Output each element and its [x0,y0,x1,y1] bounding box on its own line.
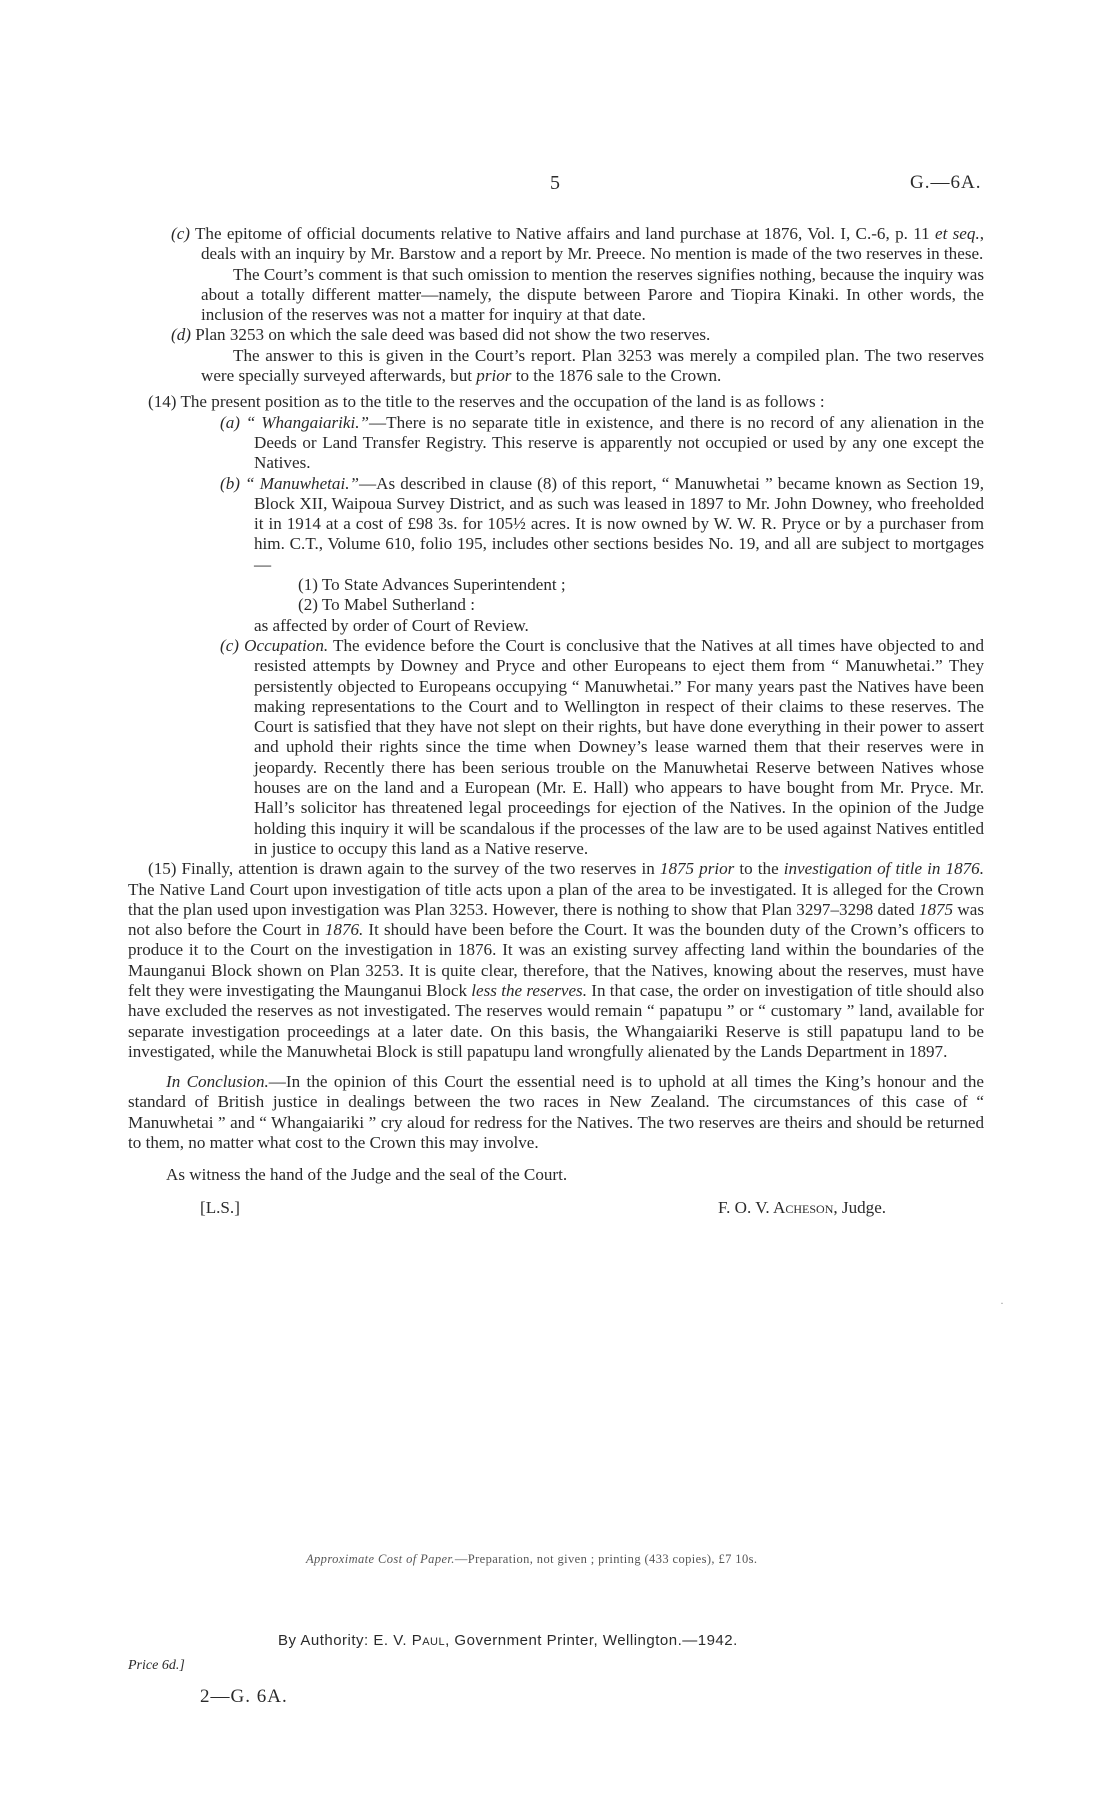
witness-line: As witness the hand of the Judge and the seal of the Court. [166,1165,568,1185]
paragraph-15 [128,859,984,1062]
authority-a: By Authority: E. V. [278,1632,412,1649]
para-14c-text: The evidence before the Court is conclusive that the Natives at all times have objected to and resisted attempts by Downey and Pryce and other Europeans to eject them from “ Manuwhetai.” They persistently objected to Europeans occupying “ Manuwhetai.” For many years past the Natives have been making representations to the Court and to Wellington in respect of their claims to these reserves. The Court is satisfied that they have not slept on their rights, but have done everything in their power to assert and uphold their rights since the time when Downey’s lease warned them that their reserves were in jeopardy. Recently there has been serious trouble on the Manuwhetai Reserve between Natives whose houses are on the land and a European (Mr. E. Hall) who appears to have bought from Mr. Pryce. Mr. Hall’s solicitor has threatened legal proceedings for ejection of the Natives. In the opinion of the Judge holding this inquiry it will be scandalous if the processes of the law are to be used against Natives entitled in justice to occupy this land as a Native reserve. [254,635,984,858]
mortgage-item-2: (2) To Mabel Sutherland : [298,595,475,615]
p15-t1: (15) Finally, attention is drawn again to the survey of the two reserves in [148,859,660,879]
authority-b: , Government Printer, Wellington.—1942. [445,1632,738,1649]
occupation-heading: Occupation. [244,635,329,655]
cost-label: Approximate Cost of Paper. [306,1552,455,1566]
p15-i2: investigation of title in 1876. [783,859,985,879]
label-d: (d) [171,325,191,345]
para-d-text: Plan 3253 on which the sale deed was based did not show the two reserves. [190,325,711,345]
report-body [128,224,984,1222]
cost-of-paper [306,1552,757,1567]
label-14c: (c) [220,635,239,655]
paragraph-c [128,224,984,265]
margin-mark: · [1000,1296,1004,1310]
judge-name: F. O. V. Acheson [718,1197,834,1217]
price: Price 6d.] [128,1658,185,1673]
para-c-text-a: The epitome of official documents relative to Native affairs and land purchase at 1876, Vol. I, C.-6, p. 11 [189,224,935,243]
whangaiariki-heading: “ Whangaiariki.” [245,412,370,432]
mortgage-item-1: (1) To State Advances Superintendent ; [298,575,566,595]
p15-i5: less the reserves. [471,980,587,1000]
as-affected-line: as affected by order of Court of Review. [254,615,529,635]
p15-t3: The Native Land Court upon investigation of title acts upon a plan of the area to be investigated. It is alleged for the Crown that the plan used upon investigation was Plan 3253. However, there is nothing to show that Plan 3297–3298 dated [128,879,984,919]
manuwhetai-heading: “ Manuwhetai.” [245,473,359,493]
label-14a: (a) [220,412,240,432]
cost-text: —Preparation, not given ; printing (433 copies), £7 10s. [454,1552,758,1566]
label-c: (c) [171,224,190,243]
paragraph-14c [128,636,984,859]
paragraph-14b [128,474,984,575]
judge-title: , Judge. [833,1197,887,1217]
conclusion-text: —In the opinion of this Court the essential need is to uphold at all times the King’s honour and the standard of British justice in dealings between the two races in New Zealand. The circumstances of this case of “ Manuwhetai ” and “ Whangaiariki ” cry aloud for redress for the Natives. The two reserves are theirs and should be returned to them, no matter what cost to the Crown this may involve. [128,1072,984,1153]
prior-word: prior [476,366,512,386]
et-seq: et seq. [935,224,980,243]
judge-signature [718,1198,886,1218]
paragraph-c-comment: The Court’s comment is that such omission to mention the reserves signifies nothing, because the inquiry was about a totally different matter—namely, the dispute between Parore and Tiopira Kinaki. In other words, the inclusion of the reserves was not a matter for inquiry at that date. [201,264,984,325]
signature-line [128,1198,984,1222]
printer-authority [278,1632,738,1649]
document-reference: G.—6A. [910,172,982,193]
conclusion-heading: In Conclusion. [166,1072,269,1092]
paragraph-14a [128,413,984,474]
page-number: 5 [550,172,560,194]
para-14a-text: —There is no separate title in existence, and there is no record of any alienation in the Deeds or Land Transfer Registry. This reserve is apparently not occupied or used by any one except the Natives. [254,412,984,473]
sheet-signature: 2—G. 6A. [200,1686,288,1707]
label-14b: (b) [220,473,240,493]
seal-mark: [L.S.] [200,1197,240,1217]
paragraph-d [128,325,984,345]
answer-b: to the 1876 sale to the Crown. [511,366,722,386]
p15-i4: 1876. [324,920,364,940]
para-c-text-b: , deals with an inquiry by Mr. Barstow and a report by Mr. Preece. No mention is made of the two reserves in these. [201,224,984,264]
printer-name: Paul [411,1632,446,1649]
paragraph-d-answer [128,346,984,387]
p15-i1: 1875 prior [659,859,735,879]
answer-a: The answer to this is given in the Court’s report. Plan 3253 was merely a compiled plan. The two reserves were specially surveyed afterwards, but [201,345,984,386]
paragraph-14: (14) The present position as to the title to the reserves and the occupation of the land is as follows : [148,392,825,412]
p15-i3: 1875 [918,899,954,919]
p15-t6: In that case, the order on investigation of title should also have excluded the reserves as not investigated. The reserves would remain “ papatupu ” or “ customary ” land, available for separate investigation proceedings at a later date. On this basis, the Whangaiariki Reserve is still papatupu land to be investigated, while the Manuwhetai Block is still papatupu land wrongfully alienated by the Lands Department in 1897. [128,980,984,1061]
p15-t5: It should have been before the Court. It was the bounden duty of the Crown’s officers to produce it to the Court on the investigation in 1876. It was an existing survey affecting land within the boundaries of the Maunganui Block shown on Plan 3253. It is quite clear, therefore, that the Natives, knowing about the reserves, must have felt they were investigating the Maunganui Block [128,920,984,1000]
p15-t4: was not also before the Court in [128,899,984,940]
para-14b-text: —As described in clause (8) of this report, “ Manuwhetai ” became known as Section 19, Block XII, Waipoua Survey District, and as such was leased in 1897 to Mr. John Downey, who freeholded it in 1914 at a cost of £98 3s. for 105½ acres. It is now owned by W. W. R. Pryce or by a purchaser from him. C.T., Volume 610, folio 195, includes other sections besides No. 19, and all are subject to mortgages— [254,473,984,574]
p15-t2: to the [734,859,784,879]
conclusion-paragraph [128,1072,984,1153]
